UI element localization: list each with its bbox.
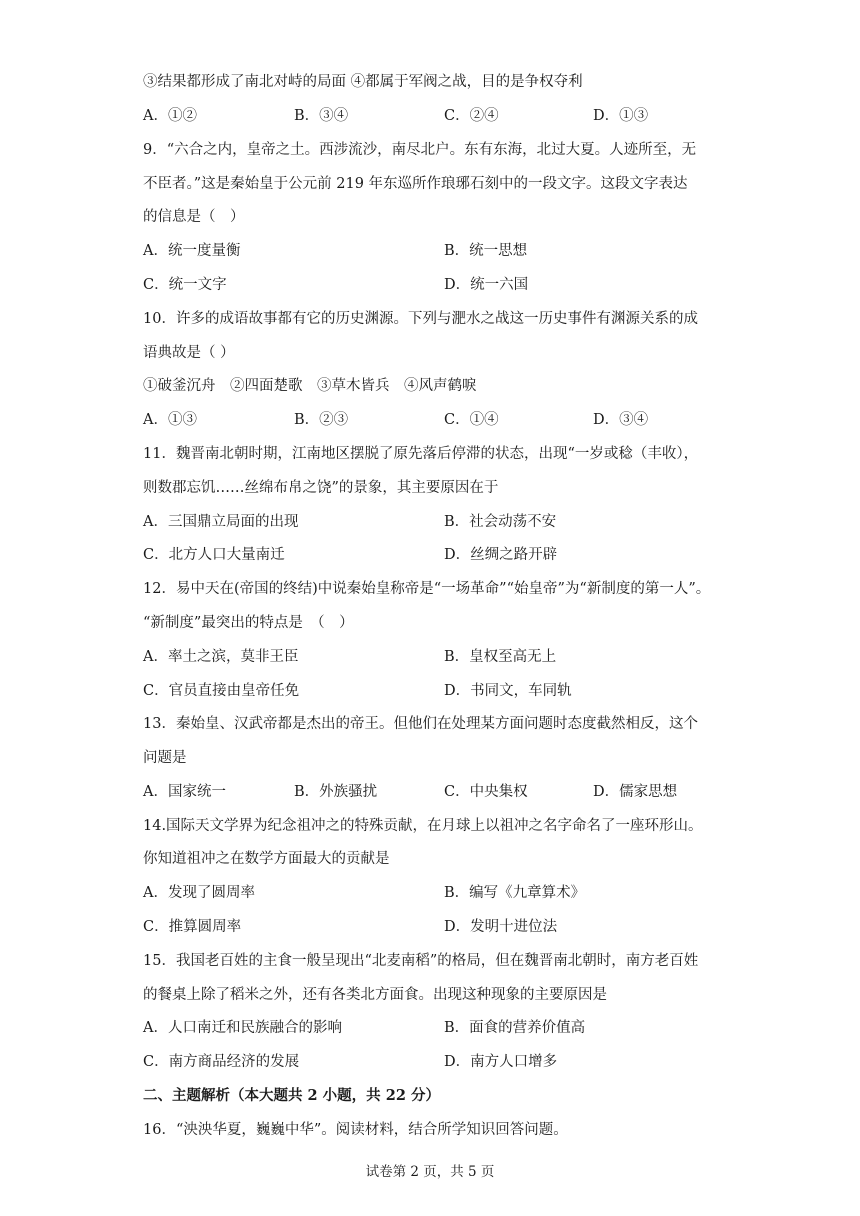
q13-option-c: C．中央集权	[444, 784, 528, 800]
q10-option-c: C．①④	[444, 412, 499, 428]
q14-option-b: B．编写《九章算术》	[444, 885, 586, 901]
q13-option-d: D．儒家思想	[593, 784, 678, 800]
q16-stem: 16．“泱泱华夏，巍巍中华”。阅读材料，结合所学知识回答问题。	[143, 1122, 568, 1138]
q10-stem-line-2: 语典故是（ ）	[143, 345, 235, 361]
q10-stem-line-1: 10．许多的成语故事都有它的历史渊源。下列与淝水之战这一历史事件有渊源关系的成	[143, 311, 698, 327]
q13-stem-line-1: 13．秦始皇、汉武帝都是杰出的帝王。但他们在处理某方面问题时态度截然相反，这个	[143, 716, 698, 732]
q15-option-a: A．人口南迁和民族融合的影响	[143, 1020, 342, 1036]
q12-option-b: B．皇权至高无上	[444, 649, 557, 665]
q15-stem-line-2: 的餐桌上除了稻米之外，还有各类北方面食。出现这种现象的主要原因是	[143, 987, 607, 1003]
q12-option-a: A．率土之滨，莫非王臣	[143, 649, 299, 665]
section-2-heading: 二、主题解析（本大题共 2 小题，共 22 分）	[143, 1087, 440, 1104]
q11-option-b: B．社会动荡不安	[444, 514, 557, 530]
q9-stem-line-2: 不臣者。”这是秦始皇于公元前 219 年东巡所作琅琊石刻中的一段文字。这段文字表达	[143, 176, 688, 192]
q15-option-d: D．南方人口增多	[444, 1054, 558, 1070]
q11-stem-line-2: 则数郡忘饥……丝绵布帛之饶”的景象，其主要原因在于	[143, 480, 499, 496]
q8-statement-line: ③结果都形成了南北对峙的局面 ④都属于军阀之战，目的是争权夺利	[143, 74, 583, 90]
q9-option-a: A．统一度量衡	[143, 243, 241, 259]
q8-option-d: D．①③	[593, 108, 649, 124]
q15-option-b: B．面食的营养价值高	[444, 1020, 586, 1036]
q14-option-a: A．发现了圆周率	[143, 885, 255, 901]
q8-option-a: A．①②	[143, 108, 197, 124]
q15-stem-line-1: 15．我国老百姓的主食一般呈现出“北麦南稻”的格局，但在魏晋南北朝时，南方老百姓	[143, 953, 699, 969]
q12-option-d: D．书同文，车同轨	[444, 683, 572, 699]
q15-option-c: C．南方商品经济的发展	[143, 1054, 300, 1070]
q9-option-d: D．统一六国	[444, 277, 529, 293]
q8-option-c: C．②④	[444, 108, 499, 124]
q9-stem-line-3: 的信息是（ ）	[143, 209, 245, 225]
q14-stem-line-2: 你知道祖冲之在数学方面最大的贡献是	[143, 851, 390, 867]
q13-stem-line-2: 问题是	[143, 750, 187, 766]
q13-option-a: A．国家统一	[143, 784, 226, 800]
q11-option-d: D．丝绸之路开辟	[444, 547, 558, 563]
q10-option-d: D．③④	[593, 412, 649, 428]
q14-option-d: D．发明十进位法	[444, 919, 558, 935]
q9-option-c: C．统一文字	[143, 277, 227, 293]
q10-option-b: B．②③	[294, 412, 349, 428]
q11-stem-line-1: 11．魏晋南北朝时期，江南地区摆脱了原先落后停滞的状态，出现“一岁或稔（丰收），	[143, 446, 699, 462]
page-footer: 试卷第 2 页，共 5 页	[365, 1164, 495, 1180]
q12-option-c: C．官员直接由皇帝任免	[143, 683, 300, 699]
q9-stem-line-1: 9．“六合之内，皇帝之土。西涉流沙，南尽北户。东有东海，北过大夏。人迹所至，无	[143, 142, 697, 158]
q13-option-b: B．外族骚扰	[294, 784, 378, 800]
q11-option-a: A．三国鼎立局面的出现	[143, 514, 299, 530]
q12-stem-line-2: “新制度”最突出的特点是 （ ）	[143, 615, 354, 631]
q11-option-c: C．北方人口大量南迁	[143, 547, 285, 563]
q14-option-c: C．推算圆周率	[143, 919, 242, 935]
q12-stem-line-1: 12．易中天在(帝国的终结)中说秦始皇称帝是“一场革命”“始皇帝”为“新制度的第一人”。	[143, 581, 711, 597]
q10-option-a: A．①③	[143, 412, 197, 428]
q8-option-b: B．③④	[294, 108, 349, 124]
q14-stem-line-1: 14.国际天文学界为纪念祖冲之的特殊贡献，在月球上以祖冲之名字命名了一座环形山。	[143, 818, 703, 834]
q10-statements: ①破釜沉舟 ②四面楚歌 ③草木皆兵 ④风声鹤唳	[143, 378, 477, 394]
q9-option-b: B．统一思想	[444, 243, 528, 259]
